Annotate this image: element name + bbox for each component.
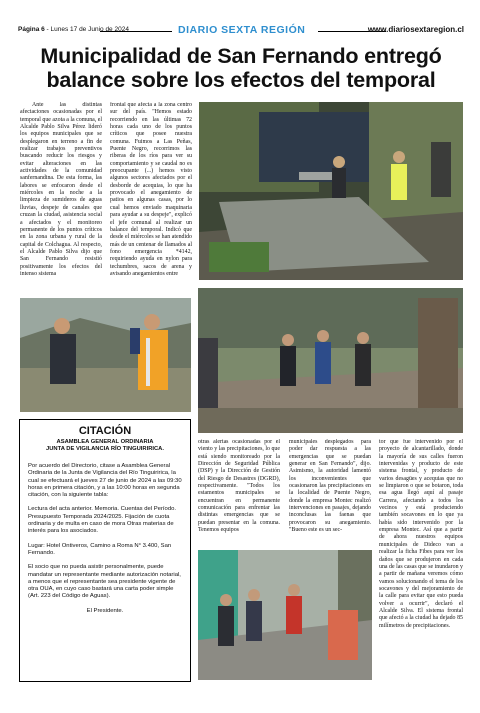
- headline: Municipalidad de San Fernando entregó balance sobre los efectos del temporal: [40, 44, 442, 92]
- page-number: Página 6 - Lunes 17 de Junio de 2024: [18, 26, 129, 33]
- website-link[interactable]: www.diariosextaregion.cl: [367, 25, 464, 34]
- publication-name: DIARIO SEXTA REGIÓN: [178, 24, 306, 36]
- citacion-location: Lugar: Hotel Ontiveros, Camino a Roma N° 3.400, San Fernando.: [28, 542, 172, 556]
- citacion-agenda: Lectura del acta anterior. Memoria. Cuentas del Período. Presupuesto Temporada 2024/2025. Fijación de cuota ordinaria y de multa en caso de mora Otras materias de interés para los asociados.: [28, 506, 177, 535]
- citacion-paragraph: Por acuerdo del Directorio, citase a Asamblea General Ordinaria de la Junta de Vigilancia del Río Tinguiririca, la cual se efectuará el jueves 27 de junio de 2024 a las 09:30 horas en primera citación, y a las 10:00 horas en segunda citación, con la siguiente tabla:: [28, 463, 182, 499]
- photo-team-on-road: [198, 288, 463, 433]
- citacion-signature: El Presidente.: [86, 607, 124, 614]
- citacion-body: [28, 463, 182, 615]
- citacion-proxy-note: El socio que no pueda asistir personalmente, puede mandatar un representante mediante autorización notarial, a menos que el representante sea presidente vigente de otra OUA, en cuyo caso bastará una carta poder simple (Art. 223 del Código de Aguas).: [28, 564, 181, 600]
- article-column-1: Ante las distintas afectaciones ocasionadas por el temporal que azota a la comuna, el Alcalde Pablo Silva Pérez lideró los equipos municipales que se desplegaron en terreno a fin de realizar trabajos preventivos buscando reducir los riesgos y evitar alteraciones en las actividades de la comunidad sanfernandina. De esta forma, las labores se enfocaron desde el miércoles en la noche a la limpieza de sumideros de aguas lluvias, despeje de canales que cruzan la ciudad, asistencia social a afectados y el monitoreo permanente de los puntos críticos en la zona urbana y rural de la capital de Colchagua. Al respecto, el Alcalde Pablo Silva dijo que San Fernando resistió positivamente los efectos del intenso sistema: [20, 102, 102, 277]
- article-column-5: tor que fue intervenido por el proyecto de alcantarillado, donde la mayoría de sus calles fueron intervenidas y producto de este sistema frontal, y producto de varios desagües y acequias que no se limpiaron o que se botaron, toda esa agua llegó aquí al pasaje Carrera, afectando a todos los vecinos y está produciendo también socavones en lo que ya había sido intervenido por la empresa Montec. Así que a partir de ahora nuestros equipos municipales de Dideco van a realizar la ficha Fibes para ver los daños que se produjeron en cada una de las casas que se inundaron y a partir de mañana veremos cómo vamos solucionando el tema de los socavones y del mejoramiento de la calle para evitar que esto pueda volver a ocurrir", declaró el Alcalde Silva. El sistema frontal que afectó a la ciudad ha dejado 85 milímetros de precipitaciones.: [379, 439, 463, 629]
- page-header: [18, 25, 464, 39]
- citacion-subtitle-2: JUNTA DE VIGILANCIA RÍO TINGUIRIRICA.: [46, 446, 164, 452]
- citacion-title: CITACIÓN: [78, 425, 132, 437]
- photo-officials-riverbank: [20, 298, 191, 412]
- citacion-subtitle-1: ASAMBLEA GENERAL ORDINARIA: [56, 439, 154, 445]
- photo-canal-workers: [199, 102, 463, 280]
- article-column-4: municipales desplegados para poder dar respuesta a las emergencias que se puedan generar en San Fernando", dijo. Asimismo, la autoridad lamentó los inconvenientes que ocasionaron las precipitaciones en la localidad de Puente Negro, donde la empresa Montec realizó intervenciones en pasajes, dejando inconclusas las faenas que provocaron su anegamiento. "Bueno este es un sec-: [289, 439, 371, 534]
- photo-street-inspection: [198, 550, 372, 680]
- citacion-notice: [19, 419, 191, 682]
- article-column-3: otras alertas ocasionadas por el viento y las precipitaciones, lo que está siendo monitoreado por la Dirección de Seguridad Pública (DSP) y la Dirección de Gestión del Riesgo de Desastres (DGRD), respectivamente. "Todos los estamentos municipales se encuentran en permanente comunicación para enfrentar las distintas emergencias que se puedan presentar en la comuna. Tenemos equipos: [198, 439, 280, 534]
- article-column-2: frontal que afecta a la zona centro sur del país. "Hemos estado recorriendo en las últimas 72 horas cada uno de los puntos críticos que posee nuestra comuna. Fuimos a Las Peñas, Puente Negro, recorrimos las riberas de los ríos para ver su comportamiento y se caudal no es preocupante (...) hemos visto algunos sectores afectados por el desborde de acequias, lo que ha provocado el anegamiento de patios en algunas casas, por lo cual hemos enviado maquinaria para ayudar a su despeje", explicó el jefe comunal al realizar un balance del temporal. Indicó que desde el miércoles se han atendido más de un centenar de llamados al fono emergencia *4142, requiriendo ayuda en nylon para techumbres, sacos de arena y avisando anegamientos entre: [110, 102, 192, 277]
- header-rule-left: [100, 31, 172, 32]
